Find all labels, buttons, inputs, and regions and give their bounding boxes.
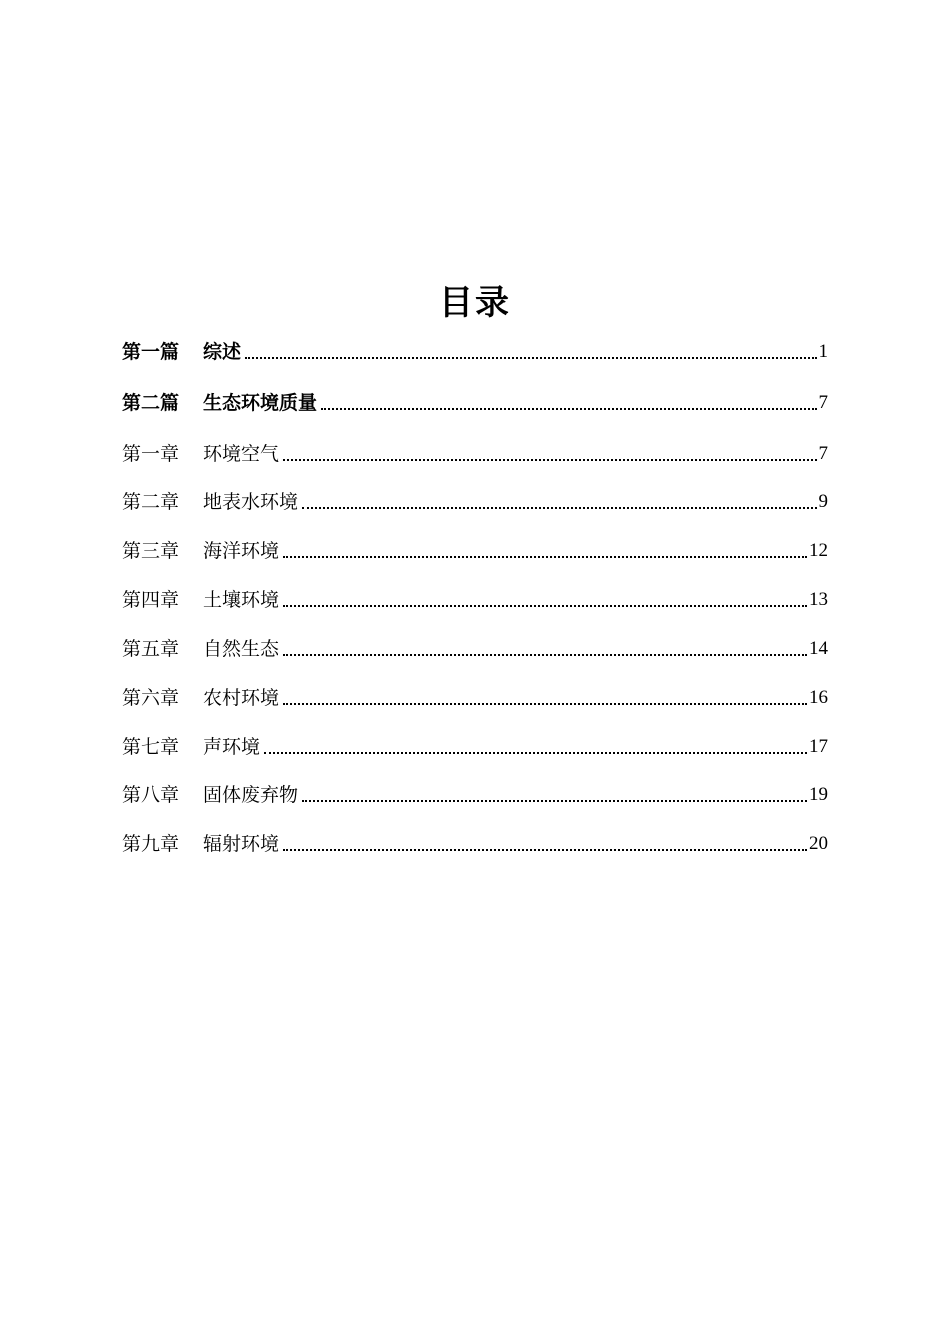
- toc-entry-label: 第二章: [122, 491, 180, 513]
- toc-entry[interactable]: [122, 580, 828, 612]
- toc-entry-page: 13: [809, 589, 828, 610]
- toc-entry-page: 9: [818, 491, 828, 512]
- toc-entry[interactable]: [122, 332, 828, 364]
- toc-entry-label: 第七章: [122, 736, 180, 758]
- toc-entry-page: 7: [818, 443, 828, 464]
- toc-entry-heading: 综述: [203, 341, 242, 363]
- toc-entry-page: 14: [809, 638, 828, 659]
- toc-entry-heading: 生态环境质量: [203, 392, 318, 414]
- toc-entry[interactable]: [122, 482, 828, 514]
- toc-entry[interactable]: [122, 383, 828, 415]
- toc-entry-heading: 环境空气: [203, 443, 280, 465]
- toc-entry-heading: 声环境: [203, 736, 261, 758]
- toc-entry-label: 第五章: [122, 638, 180, 660]
- toc-entry-heading: 固体废弃物: [203, 784, 299, 806]
- toc-dot-leader: [283, 703, 807, 705]
- toc-dot-leader: [302, 800, 807, 802]
- toc-entry-page: 20: [809, 833, 828, 854]
- toc-dot-leader: [283, 459, 816, 461]
- toc-entry-page: 12: [809, 540, 828, 561]
- toc-entry-heading: 农村环境: [203, 687, 280, 709]
- toc-entry[interactable]: [122, 678, 828, 710]
- toc-title: 目录: [439, 283, 511, 323]
- toc-entry-page: 7: [818, 392, 828, 413]
- toc-entry-heading: 土壤环境: [203, 589, 280, 611]
- toc-entry-heading: 自然生态: [203, 638, 280, 660]
- toc-entry[interactable]: [122, 775, 828, 807]
- toc-dot-leader: [245, 357, 816, 359]
- toc-dot-leader: [283, 849, 807, 851]
- toc-dot-leader: [283, 556, 807, 558]
- toc-entry-label: 第八章: [122, 784, 180, 806]
- toc-entry-label: 第一章: [122, 443, 180, 465]
- toc-entry-label: 第三章: [122, 540, 180, 562]
- toc-dot-leader: [283, 654, 807, 656]
- toc-entry[interactable]: [122, 434, 828, 466]
- toc-entry[interactable]: [122, 727, 828, 759]
- toc-dot-leader: [264, 752, 807, 754]
- toc-dot-leader: [321, 408, 816, 410]
- toc-entry[interactable]: [122, 824, 828, 856]
- toc-entry-label: 第二篇: [122, 392, 180, 414]
- toc-entry-heading: 辐射环境: [203, 833, 280, 855]
- toc-entry-label: 第九章: [122, 833, 180, 855]
- toc-dot-leader: [302, 507, 816, 509]
- toc-entry-page: 1: [818, 341, 828, 362]
- toc-entry-label: 第四章: [122, 589, 180, 611]
- toc-entry-page: 17: [809, 736, 828, 757]
- toc-entry-label: 第六章: [122, 687, 180, 709]
- toc-entry-heading: 海洋环境: [203, 540, 280, 562]
- toc-entry[interactable]: [122, 629, 828, 661]
- toc-entry-page: 19: [809, 784, 828, 805]
- toc-entry-page: 16: [809, 687, 828, 708]
- toc-entry-heading: 地表水环境: [203, 491, 299, 513]
- toc-entry[interactable]: [122, 531, 828, 563]
- toc-entry-label: 第一篇: [122, 341, 180, 363]
- toc-dot-leader: [283, 605, 807, 607]
